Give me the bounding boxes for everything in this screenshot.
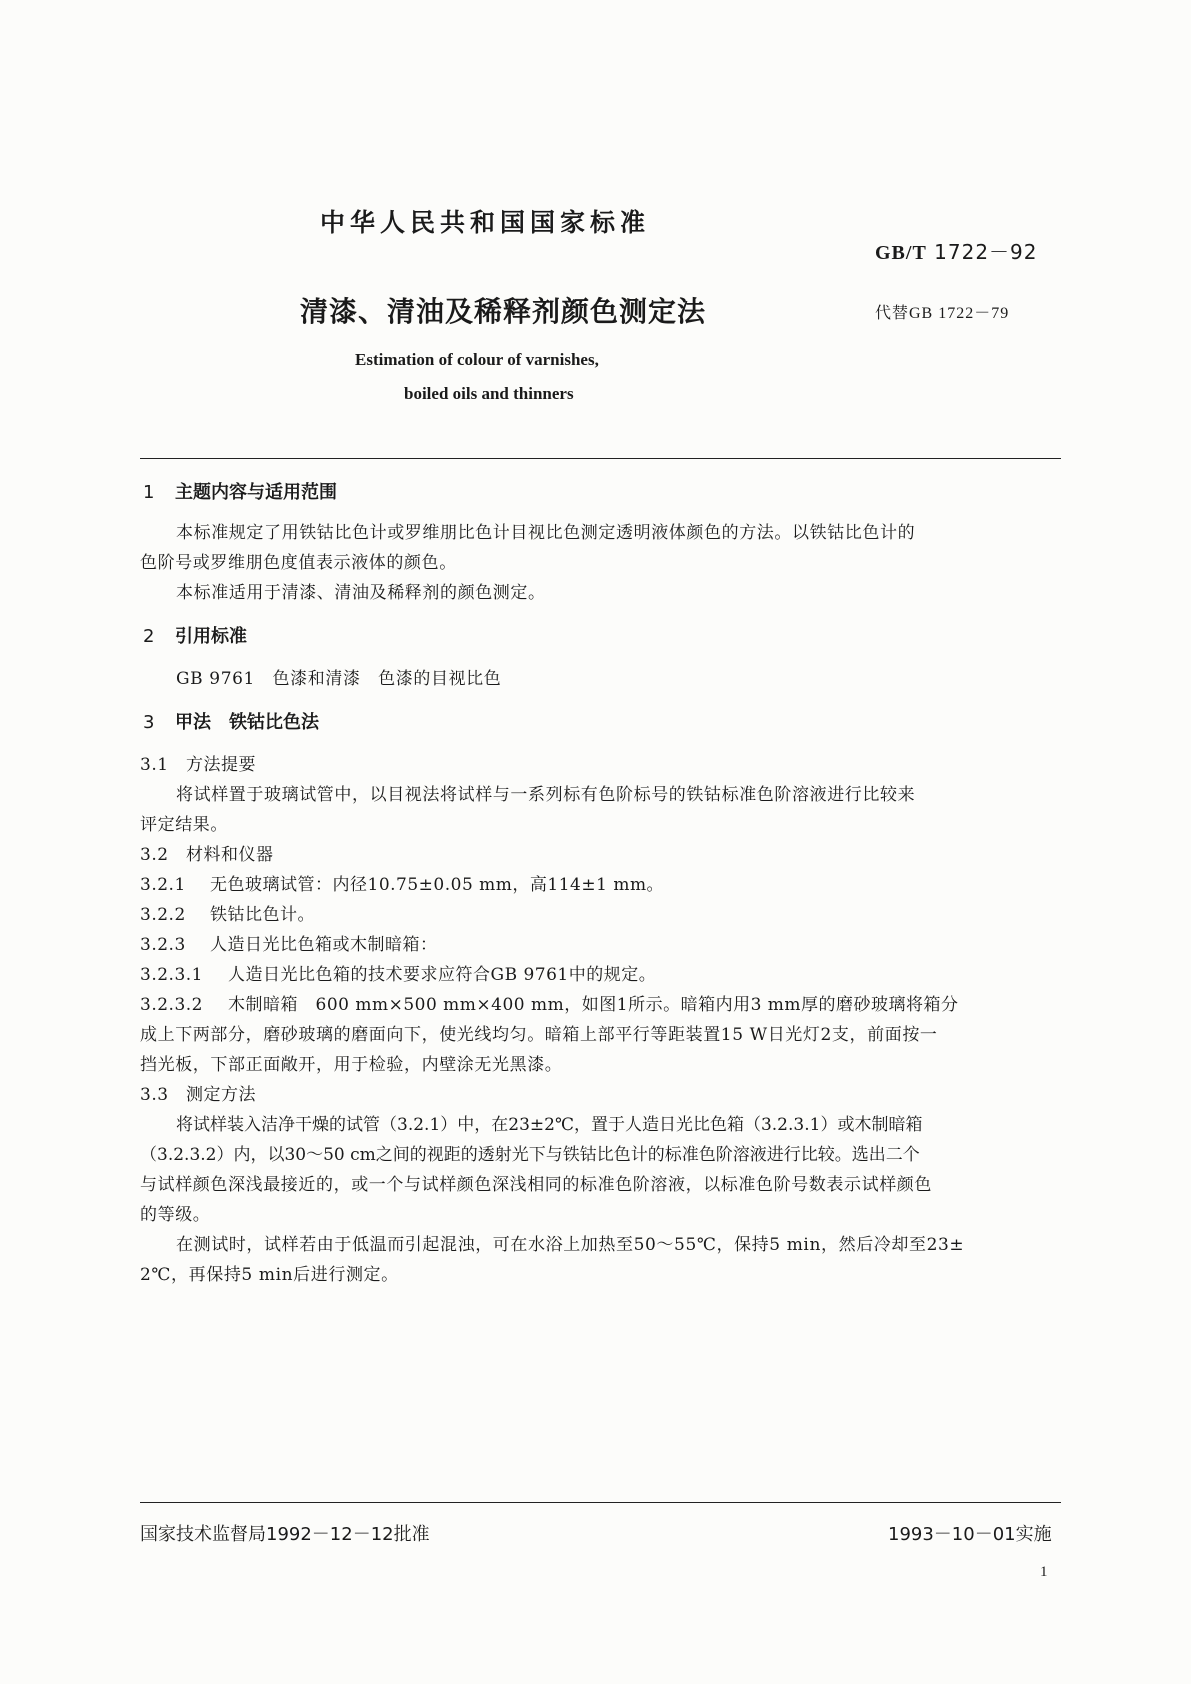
replaces-standard: 代替GB 1722－79 xyxy=(875,305,1010,322)
section-1-title: 主题内容与适用范围 xyxy=(175,482,337,503)
s3-3-para2-line2: 2℃，再保持5 min后进行测定。 xyxy=(140,1265,399,1285)
s3-2-3-text: 人造日光比色箱或木制暗箱： xyxy=(210,935,438,955)
footer-divider xyxy=(140,1502,1061,1503)
section-1-heading xyxy=(143,478,337,504)
s3-2-3-1-text: 人造日光比色箱的技术要求应符合GB 9761中的规定。 xyxy=(228,965,657,985)
page-number: 1 xyxy=(1040,1564,1048,1580)
s3-2-1-text: 无色玻璃试管：内径10.75±0.05 mm，高114±1 mm。 xyxy=(210,875,665,895)
s3-2-3-2-number: 3.2.3.2 xyxy=(140,995,203,1015)
title-english-line1: Estimation of colour of varnishes, xyxy=(355,350,599,369)
s3-2-3-2-line3: 挡光板，下部正面敞开，用于检验，内壁涂无光黑漆。 xyxy=(140,1055,563,1075)
s3-2-title: 材料和仪器 xyxy=(186,845,274,865)
title-english-line2: boiled oils and thinners xyxy=(404,384,574,403)
s3-3-heading xyxy=(140,1080,256,1105)
s3-2-2-number: 3.2.2 xyxy=(140,905,186,925)
s3-2-1-number: 3.2.1 xyxy=(140,875,186,895)
s3-2-1-item xyxy=(140,870,664,895)
standard-number xyxy=(875,236,1038,265)
s3-2-3-2-line1 xyxy=(140,990,959,1015)
s3-1-line1: 将试样置于玻璃试管中，以目视法将试样与一系列标有色阶标号的铁钴标准色阶溶液进行比较来 xyxy=(176,785,916,805)
s1-para2: 本标准适用于清漆、清油及稀释剂的颜色测定。 xyxy=(176,583,546,603)
s3-3-number: 3.3 xyxy=(140,1085,169,1105)
s3-2-2-text: 铁钴比色计。 xyxy=(210,905,315,925)
s3-3-para2-line1: 在测试时，试样若由于低温而引起混浊，可在水浴上加热至50～55℃，保持5 min，然后冷却至23± xyxy=(176,1235,965,1255)
s3-3-para1-line2: （3.2.3.2）内，以30～50 cm之间的视距的透射光下与铁钴比色计的标准色阶溶液进行比较。选出二个 xyxy=(140,1145,920,1165)
s3-1-line2: 评定结果。 xyxy=(140,815,228,835)
section-1-number: 1 xyxy=(143,482,155,503)
s3-2-number: 3.2 xyxy=(140,845,169,865)
s3-2-3-2-text: 木制暗箱 600 mm×500 mm×400 mm，如图1所示。暗箱内用3 mm厚的磨砂玻璃将箱分 xyxy=(228,995,959,1015)
s3-2-3-1-number: 3.2.3.1 xyxy=(140,965,203,985)
section-2-number: 2 xyxy=(143,626,155,647)
section-3-number: 3 xyxy=(143,712,155,733)
standard-code: 1722－92 xyxy=(934,240,1038,264)
section-2-heading xyxy=(143,622,247,648)
s3-1-number: 3.1 xyxy=(140,755,169,775)
s3-1-title: 方法提要 xyxy=(186,755,256,775)
s1-para1-line1: 本标准规定了用铁钴比色计或罗维朋比色计目视比色测定透明液体颜色的方法。以铁钴比色计的 xyxy=(176,523,916,543)
header-divider xyxy=(140,458,1061,459)
s3-2-3-2-line2: 成上下两部分，磨砂玻璃的磨面向下，使光线均匀。暗箱上部平行等距装置15 W日光灯2支，前面按一 xyxy=(140,1025,938,1045)
section-3-title: 甲法 铁钴比色法 xyxy=(175,712,319,733)
standard-prefix: GB/T xyxy=(875,242,927,264)
s3-2-2-item xyxy=(140,900,315,925)
section-2-title: 引用标准 xyxy=(175,626,247,647)
s3-2-3-1-item xyxy=(140,960,656,985)
s3-3-para1-line1: 将试样装入洁净干燥的试管（3.2.1）中，在23±2℃，置于人造日光比色箱（3.2.3.1）或木制暗箱 xyxy=(176,1115,923,1135)
s2-reference: GB 9761 色漆和清漆 色漆的目视比色 xyxy=(176,669,502,689)
title-chinese: 清漆、清油及稀释剂颜色测定法 xyxy=(300,295,707,328)
implementation-date: 1993－10－01实施 xyxy=(888,1524,1052,1545)
s3-3-para1-line3: 与试样颜色深浅最接近的，或一个与试样颜色深浅相同的标准色阶溶液，以标准色阶号数表示试样颜色 xyxy=(140,1175,932,1195)
s3-2-heading xyxy=(140,840,274,865)
s3-1-heading xyxy=(140,750,256,775)
s1-para1-line2: 色阶号或罗维朋色度值表示液体的颜色。 xyxy=(140,553,457,573)
s3-2-3-number: 3.2.3 xyxy=(140,935,186,955)
s3-3-title: 测定方法 xyxy=(186,1085,256,1105)
s3-2-3-item xyxy=(140,930,438,955)
s3-3-para1-line4: 的等级。 xyxy=(140,1205,211,1225)
section-3-heading xyxy=(143,708,319,734)
approval-date: 国家技术监督局1992－12－12批准 xyxy=(140,1524,430,1545)
standard-authority: 中华人民共和国国家标准 xyxy=(320,208,651,237)
